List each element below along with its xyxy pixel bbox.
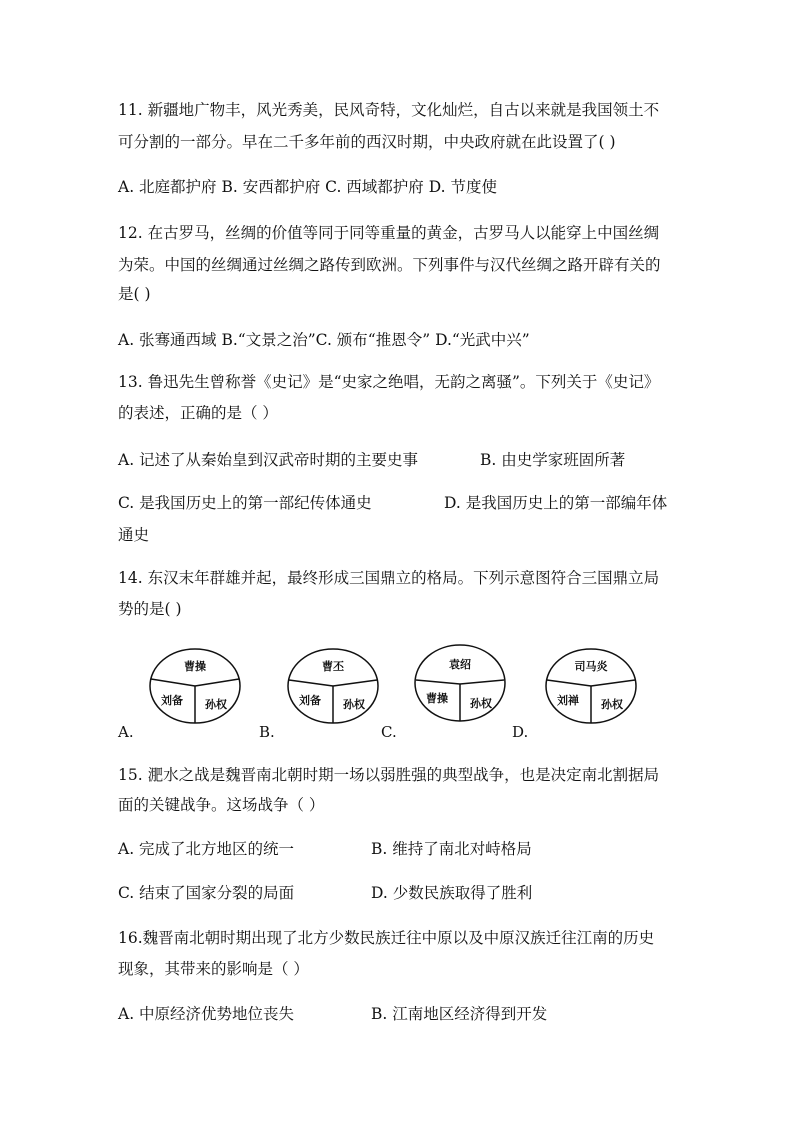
q12-stem-line1: 12. 在古罗马，丝绸的价值等同于同等重量的黄金，古罗马人以能穿上中国丝绸 — [118, 224, 660, 242]
q16-stem-line1: 16.魏晋南北朝时期出现了北方少数民族迁往中原以及中原汉族迁往江南的历史 — [118, 929, 655, 947]
q13-stem-line2: 的表述，正确的是（ ） — [118, 404, 278, 422]
q11-options: A. 北庭都护府 B. 安西都护府 C. 西域都护府 D. 节度使 — [118, 178, 497, 196]
q11-stem-line2: 可分割的一部分。早在二千多年前的西汉时期，中央政府就在此设置了( ) — [118, 133, 616, 151]
q12-stem-line3: 是( ) — [118, 285, 151, 303]
pie-b-top-label: 曹丕 — [322, 660, 344, 673]
q13-stem-line1: 13. 鲁迅先生曾称誉《史记》是“史家之绝唱，无韵之离骚”。下列关于《史记》 — [118, 373, 660, 391]
q14-stem-line2: 势的是( ) — [118, 600, 182, 618]
q12-stem-line2: 为荣。中国的丝绸通过丝绸之路传到欧洲。下列事件与汉代丝绸之路开辟有关的 — [118, 256, 661, 274]
q14-letter-d: D. — [512, 723, 529, 741]
q14-letter-c: C. — [381, 723, 397, 741]
pie-c-top-label: 袁绍 — [449, 658, 471, 671]
q16-option-a: A. 中原经济优势地位丧失 — [118, 1005, 295, 1023]
q13-option-a: A. 记述了从秦始皇到汉武帝时期的主要史事 — [118, 451, 419, 469]
q14-stem-line1: 14. 东汉末年群雄并起，最终形成三国鼎立的格局。下列示意图符合三国鼎立局 — [118, 569, 660, 587]
q11-stem-line1: 11. 新疆地广物丰，风光秀美，民风奇特，文化灿烂，自古以来就是我国领土不 — [118, 101, 660, 119]
pie-d-right-label: 孙权 — [601, 698, 623, 711]
pie-d-top-label: 司马炎 — [574, 660, 608, 673]
pie-b-left-label: 刘备 — [299, 694, 321, 707]
q15-option-a: A. 完成了北方地区的统一 — [118, 840, 295, 858]
q15-option-b: B. 维持了南北对峙格局 — [371, 840, 532, 858]
q15-option-d: D. 少数民族取得了胜利 — [371, 884, 533, 902]
pie-c-right-label: 孙权 — [470, 697, 492, 710]
pie-a-top-label: 曹操 — [184, 660, 206, 673]
q15-stem-line2: 面的关键战争。这场战争（ ） — [118, 796, 325, 814]
pie-d-left-label: 刘禅 — [557, 694, 579, 707]
q15-stem-line1: 15. 淝水之战是魏晋南北朝时期一场以弱胜强的典型战争，也是决定南北割据局 — [118, 766, 660, 784]
q16-stem-line2: 现象，其带来的影响是（ ） — [118, 960, 309, 978]
q13-option-d-continued: 通史 — [118, 526, 150, 544]
q12-options: A. 张骞通西域 B.“文景之治”C. 颁布“推恩令” D.“光武中兴” — [118, 331, 530, 349]
q15-option-c: C. 结束了国家分裂的局面 — [118, 884, 295, 902]
pie-a-right-label: 孙权 — [205, 698, 227, 711]
pie-c-left-label: 曹操 — [426, 692, 448, 705]
q14-pie-b — [286, 646, 382, 726]
q14-letter-a: A. — [118, 723, 134, 741]
q13-option-c: C. 是我国历史上的第一部纪传体通史 — [118, 494, 372, 512]
q16-option-b: B. 江南地区经济得到开发 — [371, 1005, 548, 1023]
q13-option-d: D. 是我国历史上的第一部编年体 — [444, 494, 668, 512]
q14-pie-c — [413, 642, 509, 724]
q14-pie-d — [544, 646, 640, 726]
q14-pie-a — [148, 646, 244, 726]
q13-option-b: B. 由史学家班固所著 — [480, 451, 626, 469]
pie-b-right-label: 孙权 — [343, 698, 365, 711]
pie-a-left-label: 刘备 — [161, 694, 183, 707]
q14-letter-b: B. — [259, 723, 275, 741]
